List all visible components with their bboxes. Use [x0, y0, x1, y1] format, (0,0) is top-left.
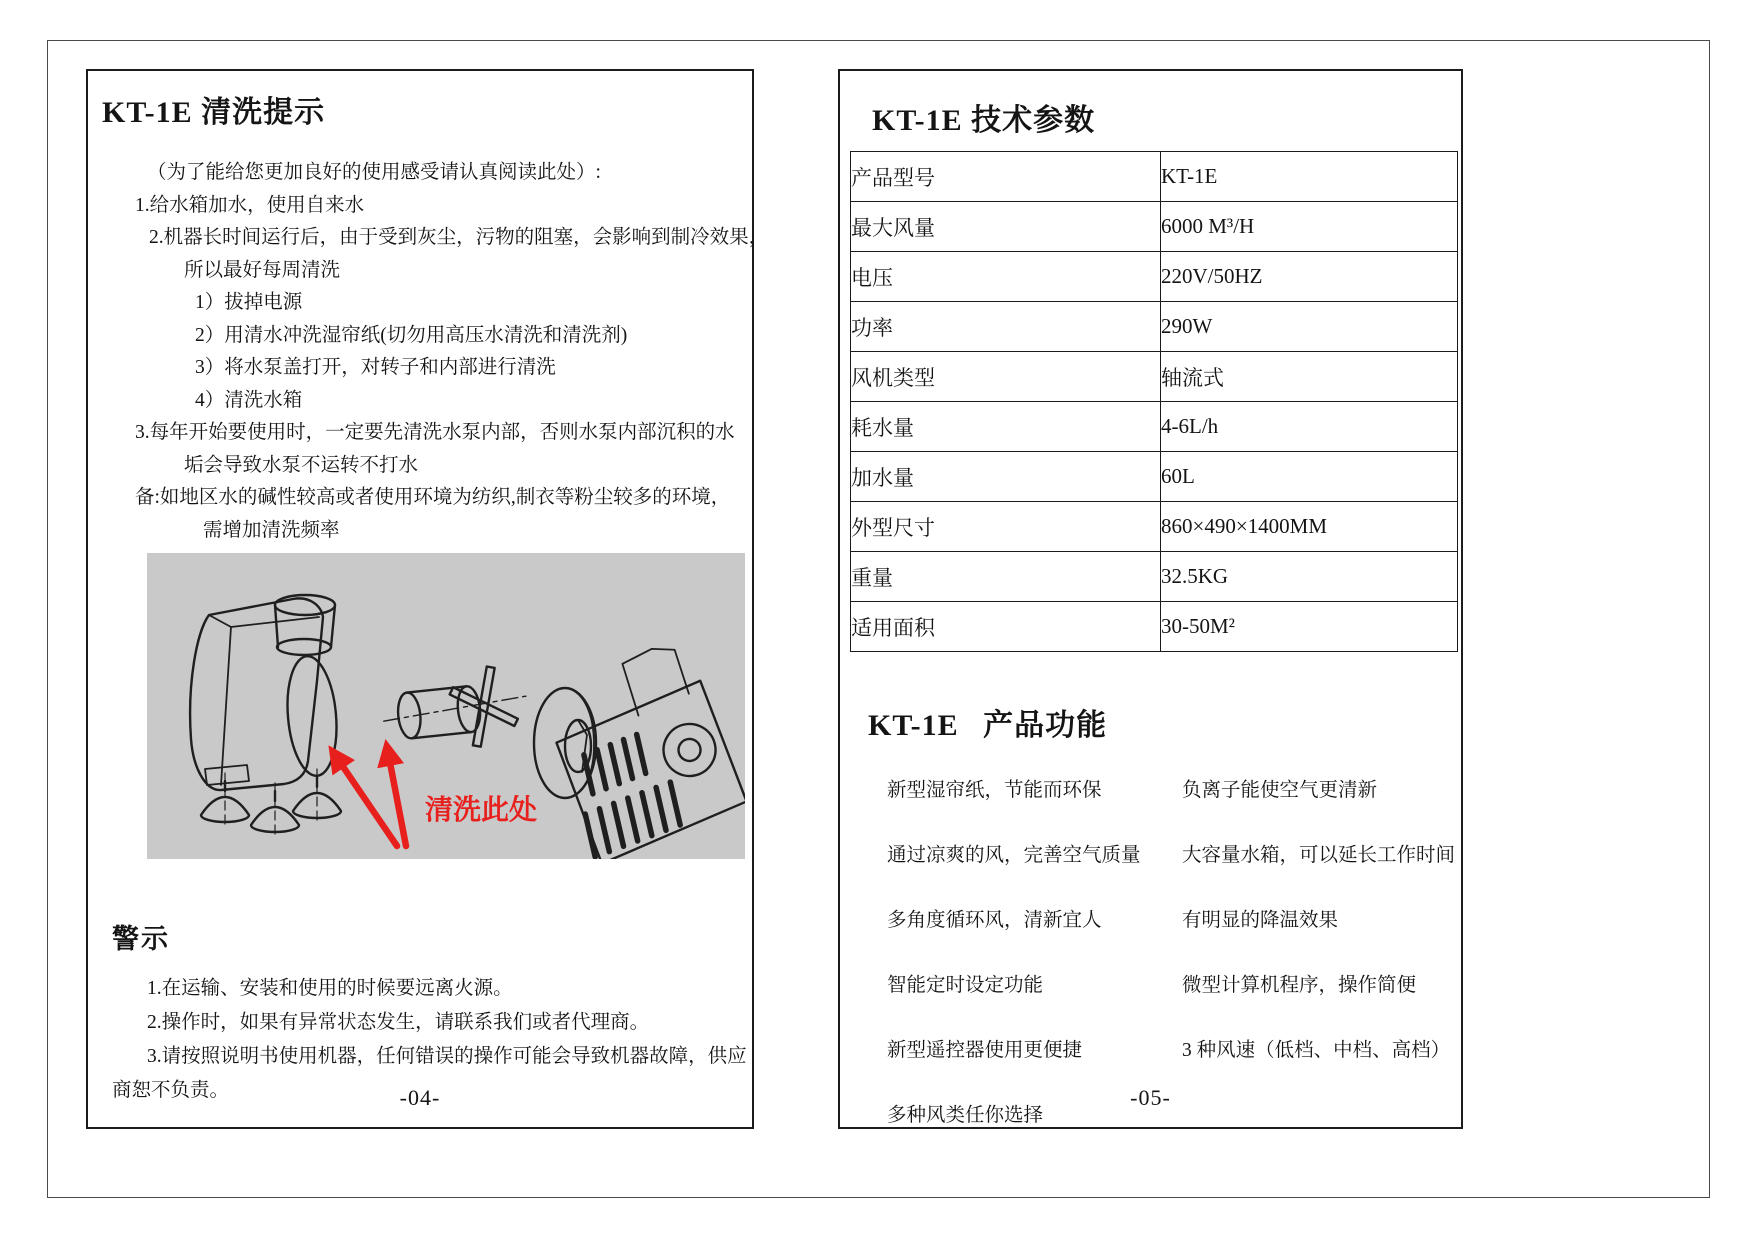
feature-item: 3 种风速（低档、中档、高档） [1182, 1040, 1451, 1061]
spec-label: 产品型号 [851, 152, 1161, 202]
instruction-line: 3.每年开始要使用时，一定要先清洗水泵内部，否则水泵内部沉积的水 [135, 422, 735, 443]
spec-label: 风机类型 [851, 352, 1161, 402]
feature-item: 新型湿帘纸，节能而环保 [887, 780, 1102, 801]
housing-drawing [541, 636, 745, 859]
spec-value: 30-50M² [1161, 602, 1458, 652]
warning-line: 1.在运输、安装和使用的时候要远离火源。 [147, 978, 513, 999]
spec-label: 重量 [851, 552, 1161, 602]
spec-value: 轴流式 [1161, 352, 1458, 402]
spec-label: 功率 [851, 302, 1161, 352]
feature-item: 通过凉爽的风，完善空气质量 [887, 845, 1141, 866]
instruction-line: 2）用清水冲洗湿帘纸(切勿用高压水清洗和清洗剂) [195, 324, 628, 346]
instruction-line: 所以最好每周清洗 [184, 259, 341, 281]
feature-item: 负离子能使空气更清新 [1182, 780, 1378, 801]
instruction-line: 备:如地区水的碱性较高或者使用环境为纺织,制衣等粉尘较多的环境， [135, 487, 731, 508]
spec-row [851, 402, 1458, 452]
spec-row [851, 302, 1458, 352]
spec-value: 290W [1161, 302, 1458, 352]
instruction-line: 垢会导致水泵不运转不打水 [184, 454, 419, 476]
spec-row [851, 202, 1458, 252]
spec-row [851, 352, 1458, 402]
spec-value: 220V/50HZ [1161, 252, 1458, 302]
functions-title: KT-1E 产品功能 [868, 709, 1108, 742]
impeller-drawing [379, 663, 530, 757]
spec-label: 耗水量 [851, 402, 1161, 452]
spec-row [851, 602, 1458, 652]
feature-item: 微型计算机程序，操作简便 [1182, 975, 1417, 996]
spec-row [851, 452, 1458, 502]
spec-value: 860×490×1400MM [1161, 502, 1458, 552]
feature-row [887, 839, 1461, 904]
spec-value: 4-6L/h [1161, 402, 1458, 452]
instruction-line: 3）将水泵盖打开，对转子和内部进行清洗 [195, 357, 556, 378]
warning-title: 警示 [112, 924, 170, 954]
feature-item: 有明显的降温效果 [1182, 910, 1339, 931]
outer-border [47, 40, 1710, 1198]
pump-cover-drawing [534, 688, 596, 798]
page-number-04: -04- [399, 1085, 441, 1110]
instruction-line: （为了能给您更加良好的使用感受请认真阅读此处）: [147, 162, 601, 183]
instruction-line: 1）拔掉电源 [195, 292, 303, 313]
spec-value: 6000 M³/H [1161, 202, 1458, 252]
clean-here-label: 清洗此处 [425, 795, 538, 826]
spec-label: 适用面积 [851, 602, 1161, 652]
feature-item: 多角度循环风，清新宜人 [887, 910, 1102, 931]
feature-row [887, 904, 1461, 969]
spec-value: 60L [1161, 452, 1458, 502]
spec-label: 电压 [851, 252, 1161, 302]
spec-row [851, 552, 1458, 602]
spec-row [851, 152, 1458, 202]
instruction-line: 2.机器长时间运行后，由于受到灰尘，污物的阻塞，会影响到制冷效果， [149, 227, 769, 248]
spec-value: 32.5KG [1161, 552, 1458, 602]
warning-line: 3.请按照说明书使用机器，任何错误的操作可能会导致机器故障，供应 [147, 1046, 747, 1067]
cleaning-instructions [88, 157, 769, 547]
warning-line: 商恕不负责。 [112, 1080, 230, 1101]
spec-label: 外型尺寸 [851, 502, 1161, 552]
pump-body-drawing [190, 595, 341, 839]
feature-item: 大容量水箱，可以延长工作时间 [1182, 845, 1456, 866]
feature-item: 新型遥控器使用更便捷 [887, 1040, 1083, 1061]
spec-label: 加水量 [851, 452, 1161, 502]
clean-here-annotation [333, 747, 406, 846]
feature-item: 多种风类任你选择 [887, 1105, 1044, 1126]
specs-title: KT-1E 技术参数 [872, 104, 1096, 137]
feature-row [887, 969, 1461, 1034]
spec-label: 最大风量 [851, 202, 1161, 252]
feature-item: 智能定时设定功能 [887, 975, 1044, 996]
cleaning-tips-title: KT-1E 清洗提示 [102, 96, 326, 129]
feature-row [887, 774, 1461, 839]
instruction-line: 需增加清洗频率 [203, 519, 340, 541]
spec-row [851, 252, 1458, 302]
pump-exploded-diagram [147, 553, 745, 859]
page-cleaning-tips [86, 69, 769, 1129]
spec-row [851, 502, 1458, 552]
pump-exploded-drawing [147, 553, 745, 859]
spec-table [850, 151, 1458, 652]
instruction-line: 1.给水箱加水，使用自来水 [135, 194, 365, 216]
instruction-line: 4）清洗水箱 [195, 389, 303, 411]
spec-value: KT-1E [1161, 152, 1458, 202]
warning-line: 2.操作时，如果有异常状态发生，请联系我们或者代理商。 [147, 1012, 650, 1033]
page-number-05: -05- [1130, 1085, 1171, 1110]
page-specifications [838, 69, 1463, 1129]
